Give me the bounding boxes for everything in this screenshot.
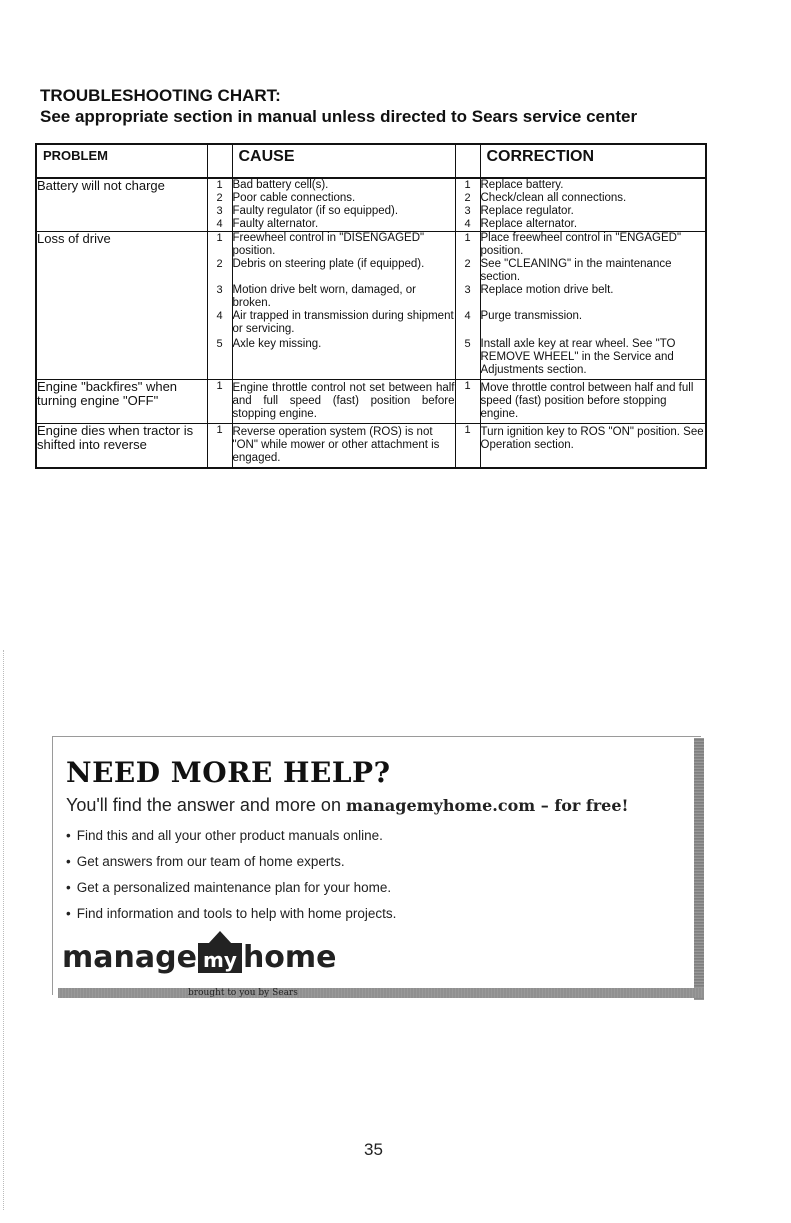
correction-cell: Replace battery. [480, 178, 706, 192]
chart-subtitle: See appropriate section in manual unless directed to Sears service center [40, 107, 638, 126]
problem-cell: Battery will not charge [36, 178, 207, 232]
help-bullet-list [66, 826, 396, 930]
list-item: • Find this and all your other product manuals online. [66, 826, 396, 852]
problem-cell: Engine "backfires" when turning engine "OFF" [36, 380, 207, 424]
help-subtitle-post: – for free! [535, 796, 629, 815]
correction-number: 2 [455, 258, 480, 284]
managemyhome-logo [62, 940, 337, 976]
cause-cell: Bad battery cell(s). [232, 178, 455, 192]
cause-number: 3 [207, 205, 232, 218]
cause-cell: Faulty regulator (if so equipped). [232, 205, 455, 218]
correction-cell: Move throttle control between half and full speed (fast) position before stopping engine. [480, 380, 706, 424]
correction-cell: Purge transmission. [480, 310, 706, 336]
brought-by-text: brought to you by Sears [188, 988, 298, 998]
correction-cell: Replace alternator. [480, 218, 706, 232]
help-subtitle-pre: You'll find the answer and more on [66, 795, 346, 815]
correction-number: 4 [455, 218, 480, 232]
problem-cell: Engine dies when tractor is shifted into reverse [36, 424, 207, 469]
header-correction: CORRECTION [480, 144, 706, 178]
correction-cell: See "CLEANING" in the maintenance section. [480, 258, 706, 284]
correction-cell: Turn ignition key to ROS "ON" position. See Operation section. [480, 424, 706, 469]
header-blank-2 [455, 144, 480, 178]
correction-number: 1 [455, 424, 480, 469]
correction-number: 2 [455, 192, 480, 205]
logo-word-home: home [242, 940, 337, 975]
site-link[interactable]: managemyhome.com [345, 796, 536, 815]
cause-cell: Faulty alternator. [232, 218, 455, 232]
chart-title: TROUBLESHOOTING CHART: [40, 86, 281, 105]
correction-number: 5 [455, 336, 480, 380]
problem-cell: Loss of drive [36, 232, 207, 380]
correction-number: 1 [455, 178, 480, 192]
cause-cell: Freewheel control in "DISENGAGED" position. [232, 232, 455, 259]
correction-number: 1 [455, 232, 480, 259]
table-header-row [36, 144, 706, 178]
cause-number: 5 [207, 336, 232, 380]
correction-number: 3 [455, 284, 480, 310]
cause-number: 1 [207, 232, 232, 259]
cause-cell: Debris on steering plate (if equipped). [232, 258, 455, 284]
cause-number: 1 [207, 380, 232, 424]
correction-number: 1 [455, 380, 480, 424]
table-row [36, 380, 706, 424]
cause-cell: Poor cable connections. [232, 192, 455, 205]
correction-cell: Place freewheel control in "ENGAGED" position. [480, 232, 706, 259]
help-subtitle [66, 795, 629, 816]
cause-number: 2 [207, 192, 232, 205]
header-cause: CAUSE [232, 144, 455, 178]
correction-cell: Replace regulator. [480, 205, 706, 218]
cause-number: 3 [207, 284, 232, 310]
panel-shadow-bottom [58, 988, 704, 998]
correction-cell: Replace motion drive belt. [480, 284, 706, 310]
list-item: • Get answers from our team of home experts. [66, 852, 396, 878]
troubleshooting-table [35, 143, 707, 469]
cause-number: 1 [207, 424, 232, 469]
panel-shadow-right [694, 738, 704, 1000]
scan-edge-line [3, 650, 5, 1210]
cause-cell: Motion drive belt worn, damaged, or broken. [232, 284, 455, 310]
list-item: • Find information and tools to help with home projects. [66, 904, 396, 930]
cause-cell: Engine throttle control not set between half and full speed (fast) position before stopping engine. [232, 380, 455, 424]
correction-number: 3 [455, 205, 480, 218]
table-row [36, 178, 706, 192]
correction-cell: Install axle key at rear wheel. See "TO REMOVE WHEEL" in the Service and Adjustments section. [480, 336, 706, 380]
cause-number: 1 [207, 178, 232, 192]
cause-number: 4 [207, 218, 232, 232]
cause-number: 4 [207, 310, 232, 336]
correction-cell: Check/clean all connections. [480, 192, 706, 205]
cause-number: 2 [207, 258, 232, 284]
correction-number: 4 [455, 310, 480, 336]
cause-cell: Axle key missing. [232, 336, 455, 380]
cause-cell: Air trapped in transmission during shipment or servicing. [232, 310, 454, 335]
logo-house-icon [198, 943, 242, 973]
help-title: NEED MORE HELP? [66, 756, 391, 789]
table-row [36, 232, 706, 259]
header-blank-1 [207, 144, 232, 178]
table-row [36, 424, 706, 469]
logo-word-manage: manage [62, 940, 197, 975]
header-problem: PROBLEM [36, 144, 207, 178]
cause-cell: Reverse operation system (ROS) is not "ON" while mower or other attachment is engaged. [232, 424, 455, 469]
list-item: • Get a personalized maintenance plan for your home. [66, 878, 396, 904]
page-number: 35 [364, 1140, 383, 1159]
logo-badge-text: my [202, 947, 237, 972]
